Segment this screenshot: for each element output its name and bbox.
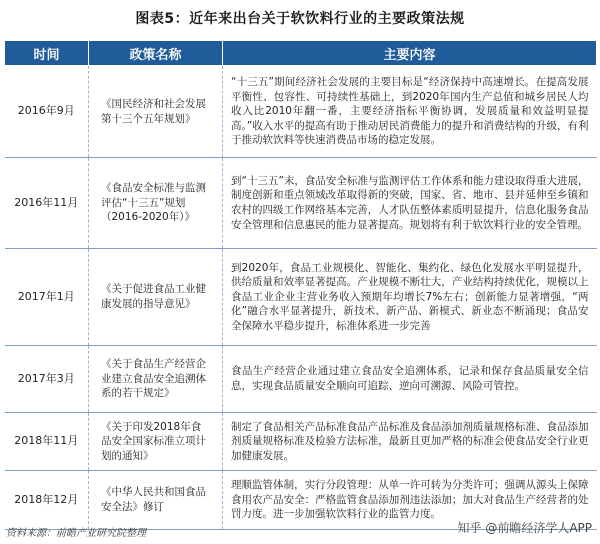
row-content: 制定了食品相关产品标准食品产品标准及食品添加剂质量规格标准、食品添加剂质量规格标准及检验方法标准，最新且更加严格的标准会使食品安全行业更加健康发展。 bbox=[223, 413, 597, 471]
table-row bbox=[5, 158, 597, 249]
table-header-row bbox=[5, 41, 597, 66]
table-row bbox=[5, 249, 597, 346]
row-policy-name: 《中华人民共和国食品安全法》修订 bbox=[89, 471, 223, 530]
row-policy-name: 《关于促进食品工业健康发展的指导意见》 bbox=[89, 249, 223, 346]
row-date: 2018年11月 bbox=[5, 413, 89, 471]
row-content: “十三五”期间经济社会发展的主要目标是“经济保持中高速增长。在提高发展平衡性、包容性、可持续性基础上，到2020年国内生产总值和城乡居民人均收入比2010年翻一番，主要经济指标平衡协调，发展质量和效益明显提高。”收入水平的提高有助于推动居民消费能力的提升和消费结构的升级，有利于推动软饮料等快速消费品市场的稳定发展。 bbox=[223, 66, 597, 158]
policy-table bbox=[4, 40, 597, 530]
source-note: 资料来源：前瞻产业研究院整理 bbox=[6, 528, 146, 539]
row-date: 2018年12月 bbox=[5, 471, 89, 530]
row-content: 食品生产经营企业通过建立食品安全追溯体系，记录和保存食品质量安全信息，实现食品质量安全顺向可追踪、逆向可溯源、风险可管控。 bbox=[223, 346, 597, 413]
table-row bbox=[5, 346, 597, 413]
row-date: 2017年1月 bbox=[5, 249, 89, 346]
watermark: 知乎 @前瞻经济学人APP bbox=[457, 521, 592, 535]
row-policy-name: 《国民经济和社会发展第十三个五年规划》 bbox=[89, 66, 223, 158]
row-date: 2016年11月 bbox=[5, 158, 89, 249]
row-date: 2016年9月 bbox=[5, 66, 89, 158]
row-date: 2017年3月 bbox=[5, 346, 89, 413]
table-row bbox=[5, 66, 597, 158]
row-content: 理顺监管体制，实行分段管理：从单一许可转为分类许可；强调从源头上保障食用农产品安全：严格监管食品添加剂违法添加；加大对食品生产经营者的处罚力度。进一步加强软饮料行业的监管力度。 bbox=[223, 471, 597, 530]
table-row bbox=[5, 413, 597, 471]
row-policy-name: 《食品安全标准与监测评估“十三五”规划（2016-2020年）》 bbox=[89, 158, 223, 249]
header-content: 主要内容 bbox=[223, 41, 597, 66]
row-policy-name: 《关于印发2018年食品安全国家标准立项计划的通知》 bbox=[89, 413, 223, 471]
header-policy-name: 政策名称 bbox=[89, 41, 223, 66]
row-policy-name: 《关于食品生产经营企业建立食品安全追溯体系的若干规定》 bbox=[89, 346, 223, 413]
row-content: 到“十三五”末，食品安全标准与监测评估工作体系和能力建设取得重大进展，制度创新和重点领域改革取得新的突破，国家、省、地市、县并延伸至乡镇和农村的四级工作网络基本完善，人才队伍整体素质明显提升，信息化服务食品安全管理和信息惠民的能力显著提高。规划将有利于软饮料行业的安全管理。 bbox=[223, 158, 597, 249]
header-date: 时间 bbox=[5, 41, 89, 66]
figure-title: 图表5：近年来出台关于软饮料行业的主要政策法规 bbox=[135, 11, 465, 27]
row-content: 到2020年，食品工业规模化、智能化、集约化、绿色化发展水平明显提升，供给质量和效率显著提高。产业规模不断壮大，产业结构持续优化，规模以上食品工业企业主营业务收入预期年均增长7%左右；创新能力显著增强，“两化”融合水平显著提升，新技术、新产品、新模式、新业态不断涌现；食品安全保障水平稳步提升，标准体系进一步完善 bbox=[223, 249, 597, 346]
